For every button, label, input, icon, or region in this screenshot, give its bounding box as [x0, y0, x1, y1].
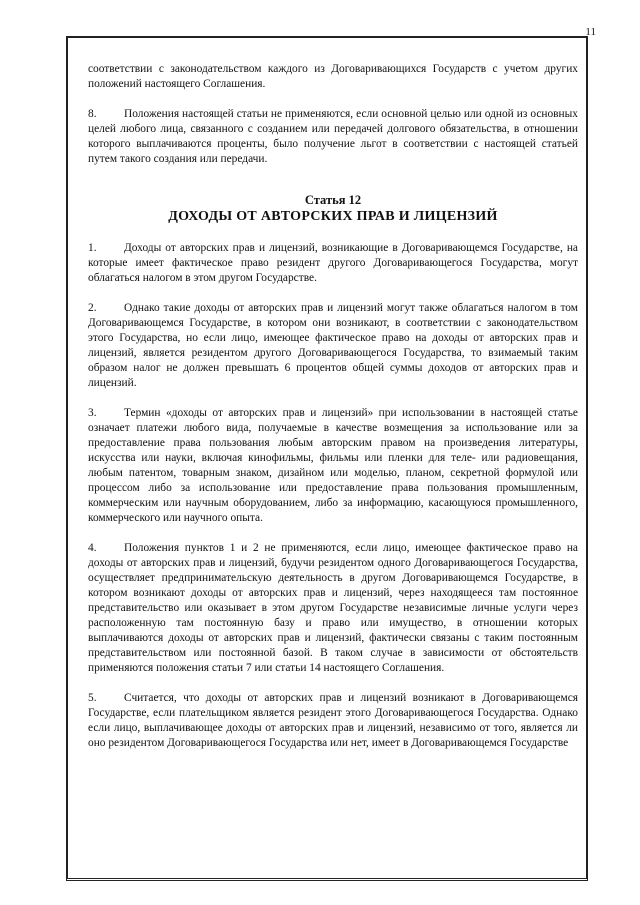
paragraph-text: Положения пунктов 1 и 2 не применяются, если лицо, имеющее фактическое право на доходы от авторских прав и лицензий, будучи резидентом одного Договаривающегося Государства, осуществляет предпринимательскую деятельность в другом Договаривающемся Государстве, в котором возникают доходы от авторских прав и лицензий, через находящееся там постоянное представительство или оказывает в этом другом Государстве независимые личные услуги через расположенную там постоянную базу и право или имущество, в отношении которых выплачиваются доходы от авторских прав и лицензий, фактически связаны с таким постоянным представительством или постоянной базой. В таком случае в зависимости от обстоятельств применяются положения статьи 7 или статьи 14 настоящего Соглашения.	[88, 542, 578, 674]
paragraph-5	[88, 691, 578, 751]
article-title: ДОХОДЫ ОТ АВТОРСКИХ ПРАВ И ЛИЦЕНЗИЙ	[168, 209, 498, 224]
paragraph-3	[88, 406, 578, 526]
paragraph-number: 1.	[88, 242, 97, 254]
paragraph-number: 8.	[88, 108, 97, 120]
paragraph-1	[88, 241, 578, 286]
paragraph-number: 4.	[88, 542, 97, 554]
paragraph-8	[88, 107, 578, 167]
paragraph-text: Положения настоящей статьи не применяются, если основной целью или одной из основных целей любого лица, связанного с созданием или передачей долгового обязательства, в отношении которого выплачиваются проценты, было получение льгот в соответствии с настоящей статьей путем такого создания или передачи.	[88, 108, 578, 165]
paragraph-text: Считается, что доходы от авторских прав и лицензий возникают в Договаривающемся Государстве, если плательщиком является резидент этого Договаривающегося Государства. Однако если лицо, выплачивающее доходы от авторских прав и лицензий, независимо от того, является ли оно резидентом Договаривающегося Государства или нет, имеет в Договаривающемся Государстве	[88, 692, 578, 749]
paragraph-text: Доходы от авторских прав и лицензий, возникающие в Договаривающемся Государстве, на которые имеет фактическое право резидент другого Договаривающегося Государства, могут облагаться налогом в этом другом Государстве.	[88, 242, 578, 284]
article-number: Статья 12	[304, 193, 362, 207]
paragraph-4	[88, 541, 578, 676]
paragraph-text: Термин «доходы от авторских прав и лицензий» при использовании в настоящей статье означает платежи любого вида, получаемые в качестве возмещения за использование или за предоставление права пользования любым авторским правом на произведения литературы, искусства или науки, включая кинофильмы, фильмы или пленки для теле- или радиовещания, любым патентом, товарным знаком, дизайном или моделью, планом, секретной формулой или процессом либо за использование или предоставление права пользования промышленным, коммерческим или научным оборудованием, либо за информацию, касающуюся промышленного, коммерческого или научного опыта.	[88, 407, 578, 524]
continuation-paragraph: соответствии с законодательством каждого из Договаривающихся Государств с учетом других положений настоящего Соглашения.	[88, 63, 578, 90]
document-body	[88, 62, 578, 766]
article-heading	[88, 193, 578, 225]
paragraph-text: Однако такие доходы от авторских прав и лицензий могут также облагаться налогом в том Договаривающемся Государстве, в котором они возникают, в соответствии с законодательством этого Государства, но если лицо, имеющее фактическое право на доходы от авторских прав и лицензий, является резидентом другого Договаривающегося Государства, то взимаемый таким образом налог не должен превышать 6 процентов общей суммы доходов от авторских прав и лицензий.	[88, 302, 578, 389]
page-number: 11	[585, 26, 596, 38]
paragraph-2	[88, 301, 578, 391]
paragraph-number: 5.	[88, 692, 97, 704]
paragraph-number: 2.	[88, 302, 97, 314]
paragraph-number: 3.	[88, 407, 97, 419]
